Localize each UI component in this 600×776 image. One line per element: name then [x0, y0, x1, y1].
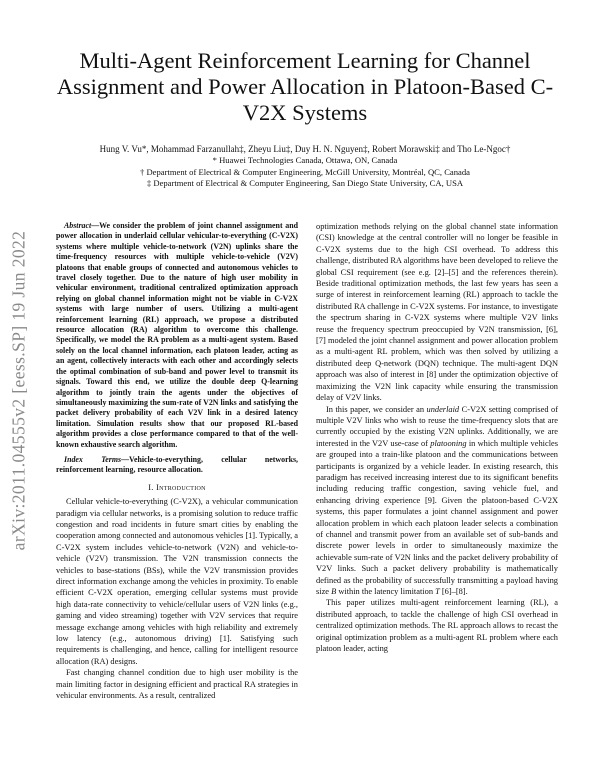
paper-title: Multi-Agent Reinforcement Learning for Channel Assignment and Power Allocation in Platoon-Based C-V2X Systems	[56, 48, 554, 125]
intro-paragraph-1: Cellular vehicle-to-everything (C-V2X), a vehicular communication paradigm via cellular networks, is a promising solution to reduce traffic congestion and road incidents in future smart cities by enabling the cooperation among connected and autonomous vehicles [1]. Typically, a C-V2X system includes vehicle-to-network (V2N) and vehicle-to-vehicle (V2V) transmission. The V2N transmission connects the vehicles to base-stations (BSs), while the V2V transmission provides direct information exchange among the vehicles in proximity. To enable efficient C-V2X operation, emerging cellular systems must provide high data-rate connectivity to vehicle/cellular users of V2N links (e.g., gaming and video streaming) together with V2V services that require message exchange among vehicles with high reliability and extremely low latency (e.g., autonomous driving) [1]. Satisfying such requirements is challenging, and hence, calling for intelligent resource allocation (RA) designs.	[56, 497, 298, 666]
body-paragraph-1: optimization methods relying on the global channel state information (CSI) knowledge at the central controller will no longer be feasible in C-V2X systems due to the high CSI overhead. To address this challenge, distributed RA algorithms have been developed to relieve the global CSI requirement (see e.g. [2]–[5] and the references therein). Beside traditional optimization methods, the last few years has seen a surge of interest in reinforcement learning (RL) approach to tackle the distributed RA challenge in C-V2X systems. For instance, to investigate the spectrum sharing in C-V2X systems where multiple V2V links reuse the frequency spectrum preoccupied by V2N transmission, [6], [7] modeled the joint channel assignment and power allocation problem as a multi-agent RL problem, which was then solved by utilizing a distributed deep Q-network (DQN) technique. The multi-agent DQN approach was also of interest in [8] under the optimization objective of maximizing the V2N link capacity while ensuring the transmission delay of V2V links.	[316, 222, 558, 403]
index-terms	[56, 455, 298, 476]
intro-paragraph-2: Fast changing channel condition due to high user mobility is the main limiting factor in designing efficient and practical RA strategies in vehicular environments. As a result, centralized	[56, 668, 298, 701]
abstract	[56, 221, 298, 450]
body-paragraph-3: This paper utilizes multi-agent reinforcement learning (RL), a distributed approach, to tackle the challenge of high CSI overhead in centralized optimization methods. The RL approach allows to recast the original optimization problem as a multi-agent RL problem where each platoon leader, acting	[316, 598, 558, 654]
p2-text-e: [6]–[8].	[439, 587, 468, 596]
affiliation-2: † Department of Electrical & Computer Engineering, McGill University, Montréal, QC, Canada	[140, 166, 470, 177]
arxiv-watermark	[4, 180, 34, 600]
arxiv-id: arXiv:2011.04555v2 [eess.SP] 19 Jun 2022	[8, 230, 29, 550]
affiliation-1: * Huawei Technologies Canada, Ottawa, ON, Canada	[212, 155, 398, 165]
author-block	[52, 143, 558, 190]
p2-text-b: C-V2X setting comprised of multiple V2V links who wish to reuse the time-frequency slots that are currently occupied by the existing V2N uplinks. Additionally, we are interested in the V2V use-case of	[316, 404, 558, 448]
p2-emphasis-underlaid: underlaid	[426, 404, 460, 414]
section-heading-introduction: I. Introduction	[148, 482, 206, 492]
left-column	[56, 221, 298, 701]
p2-text-d: within the latency limitation	[336, 587, 436, 596]
p2-symbol-b: B	[331, 587, 337, 596]
p2-text-c: in which multiple vehicles are grouped into a train-like platoon and the communications between participants is organized by a vehicle leader. In existing research, this paradigm has received increasing interest due to its significant benefits including reducing traffic congestion, saving vehicle fuel, and enhancing driving experience [9]. Given the platoon-based C-V2X systems, this paper formulates a joint channel assignment and power allocation problem in which each platoon leader selects a combination of channel and transmit power from an available set of sub-bands and discrete power levels in order to simultaneously maximize the achievable sum-rate of V2N links and the packet delivery probability of V2V links. Such a packet delivery probability is mathematically defined as the probability of successfully transmitting a payload having size	[316, 438, 558, 596]
p2-symbol-t: T	[435, 587, 440, 596]
body-paragraph-2	[316, 404, 558, 598]
index-terms-text: —Vehicle-to-everything, cellular networks, reinforcement learning, resource allocation.	[56, 454, 299, 475]
index-terms-label: Index Terms	[64, 454, 122, 464]
abstract-text: —We consider the problem of joint channel assignment and power allocation in underlaid cellular vehicular-to-everything (C-V2X) systems where multiple vehicle-to-network (V2N) uplinks share the time-frequency resources with multiple vehicle-to-vehicle (V2V) platoons that enable groups of connected and autonomous vehicles to travel closely together. Due to the nature of high user mobility in vehicular environment, traditional centralized optimization approach relying on global channel information might not be viable in C-V2X systems with large number of users. Utilizing a multi-agent reinforcement learning (RL) approach, we propose a distributed resource allocation (RA) algorithm to overcome this challenge. Specifically, we model the RA problem as a multi-agent system. Based solely on the local channel information, each platoon leader, acting as an agent, collectively interacts with each other and accordingly selects the optimal combination of sub-band and power level to transmit its signals. Toward this end, we utilize the double deep Q-learning algorithm to jointly train the agents under the objectives of simultaneously maximizing the sum-rate of V2N links and satisfying the packet delivery probability of each V2V link in a desired latency limitation. Simulation results show that our proposed RL-based algorithm provides a close performance compared to that of the well-known exhaustive search algorithm.	[56, 221, 298, 449]
p2-text-a: In this paper, we consider an	[326, 404, 427, 414]
abstract-label: Abstract	[64, 221, 92, 230]
author-list: Hung V. Vu*, Mohammad Farzanullah‡, Zheyu Liu‡, Duy H. N. Nguyen‡, Robert Morawski‡ and Tho Le-Ngoc†	[99, 144, 511, 154]
p2-emphasis-platooning: platooning	[430, 438, 467, 448]
affiliation-3: ‡ Department of Electrical & Computer Engineering, San Diego State University, CA, USA	[146, 178, 464, 188]
right-column	[316, 221, 558, 654]
